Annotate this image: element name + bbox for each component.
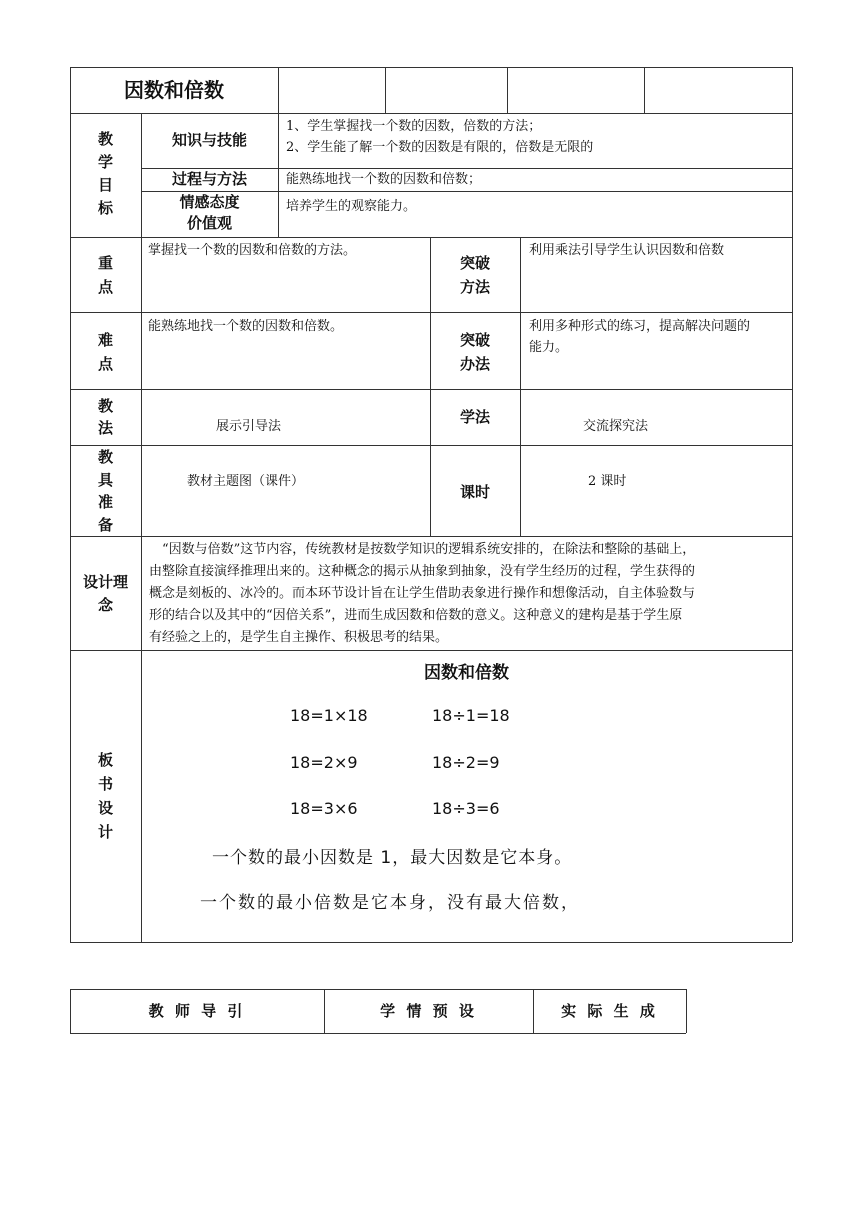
difficult-break-text	[529, 316, 750, 358]
board-label-char: 计	[97, 823, 113, 841]
difficult-point-label-char: 难	[97, 331, 113, 349]
board-title: 因数和倍数	[424, 663, 509, 683]
hours-text: 2 课时	[588, 474, 627, 489]
difficult-break-line: 利用多种形式的练习，提高解决问题的	[529, 319, 751, 334]
key-point-label-char: 重	[97, 254, 113, 272]
difficult-break-label	[430, 328, 520, 376]
key-point-label	[70, 251, 141, 299]
knowledge-label: 知识与技能	[171, 131, 247, 149]
difficult-break-line: 能力。	[529, 340, 569, 355]
header-empty-cell	[645, 68, 791, 112]
board-conclusion: 一个数的最小倍数是它本身，没有最大倍数，	[200, 893, 580, 913]
design-label	[70, 571, 141, 617]
header-empty-cell	[386, 68, 506, 112]
objectives-label	[70, 128, 141, 220]
difficult-point-label	[70, 328, 141, 376]
board-conclusion: 一个数的最小因数是 1，最大因数是它本身。	[212, 848, 573, 868]
bottom-header-student: 学 情 预 设	[380, 1002, 477, 1020]
key-break-label	[430, 251, 520, 299]
lesson-title: 因数和倍数	[124, 78, 224, 102]
tools-label-char: 具	[97, 470, 113, 489]
knowledge-line: 2、学生能了解一个数的因数是有限的，倍数是无限的	[286, 140, 594, 155]
emotion-label-line: 情感态度	[179, 193, 240, 211]
method-text: 展示引导法	[216, 419, 282, 434]
board-equation-mul: 18=2×9	[290, 753, 358, 772]
key-break-text: 利用乘法引导学生认识因数和倍数	[529, 243, 725, 258]
board-equation-div: 18÷3=6	[432, 799, 500, 818]
board-equation-mul: 18=1×18	[290, 706, 368, 725]
knowledge-line: 1、学生掌握找一个数的因数，倍数的方法；	[286, 119, 542, 134]
board-label-char: 书	[97, 775, 113, 793]
key-break-label-line: 突破	[459, 254, 490, 272]
study-method-label: 学法	[459, 408, 490, 426]
board-equation-div: 18÷1=18	[432, 706, 510, 725]
key-point-text: 掌握找一个数的因数和倍数的方法。	[148, 243, 357, 258]
process-label: 过程与方法	[171, 170, 247, 188]
design-line: 由整除直接演绎推理出来的。这种概念的揭示从抽象到抽象，没有学生经历的过程，学生获得的	[149, 564, 696, 579]
objectives-label-char: 目	[97, 176, 113, 194]
tools-text: 教材主题图（课件）	[187, 474, 305, 489]
emotion-text: 培养学生的观察能力。	[286, 199, 417, 214]
knowledge-text	[286, 116, 593, 158]
key-point-label-char: 点	[97, 278, 113, 296]
tools-label-char: 准	[97, 493, 113, 511]
tools-label-char: 教	[97, 448, 113, 466]
objectives-label-char: 教	[97, 130, 113, 148]
method-label-char: 教	[97, 397, 113, 415]
design-line: “因数与倍数”这节内容，传统教材是按数学知识的逻辑系统安排的，在除法和整除的基础上，	[149, 542, 696, 557]
board-equation-div: 18÷2=9	[432, 753, 500, 772]
study-method-text: 交流探究法	[583, 419, 649, 434]
difficult-point-label-char: 点	[97, 355, 113, 373]
design-text	[149, 539, 789, 649]
tools-label-char: 备	[97, 515, 113, 534]
difficult-point-text: 能熟练地找一个数的因数和倍数。	[148, 319, 344, 334]
tools-label	[70, 446, 141, 536]
board-label	[70, 748, 141, 844]
method-label	[70, 395, 141, 439]
objectives-label-char: 学	[97, 153, 113, 171]
hours-label: 课时	[459, 483, 490, 501]
emotion-label-line: 价值观	[186, 214, 232, 232]
design-line: 有经验之上的，是学生自主操作、积极思考的结果。	[149, 630, 449, 645]
difficult-break-label-line: 突破	[459, 331, 490, 349]
design-label-line: 设计理	[82, 573, 128, 591]
key-break-label-line: 方法	[459, 278, 490, 296]
emotion-label	[141, 192, 278, 234]
header-empty-cell	[279, 68, 384, 112]
process-text: 能熟练地找一个数的因数和倍数；	[286, 172, 482, 187]
board-equation-mul: 18=3×6	[290, 799, 358, 818]
board-label-char: 板	[97, 751, 113, 769]
board-label-char: 设	[97, 799, 113, 817]
design-line: 形的结合以及其中的“因倍关系”，进而生成因数和倍数的意义。这种意义的建构是基于学生原	[149, 608, 683, 623]
objectives-label-char: 标	[97, 199, 113, 217]
method-label-char: 法	[97, 419, 113, 437]
design-line: 概念是刻板的、冰冷的。而本环节设计旨在让学生借助表象进行操作和想像活动，自主体验数与	[149, 586, 696, 601]
difficult-break-label-line: 办法	[459, 355, 490, 373]
bottom-header-teacher: 教 师 导 引	[148, 1002, 246, 1020]
header-empty-cell	[508, 68, 643, 112]
bottom-header-actual: 实 际 生 成	[561, 1002, 658, 1020]
design-label-line: 念	[97, 596, 113, 614]
